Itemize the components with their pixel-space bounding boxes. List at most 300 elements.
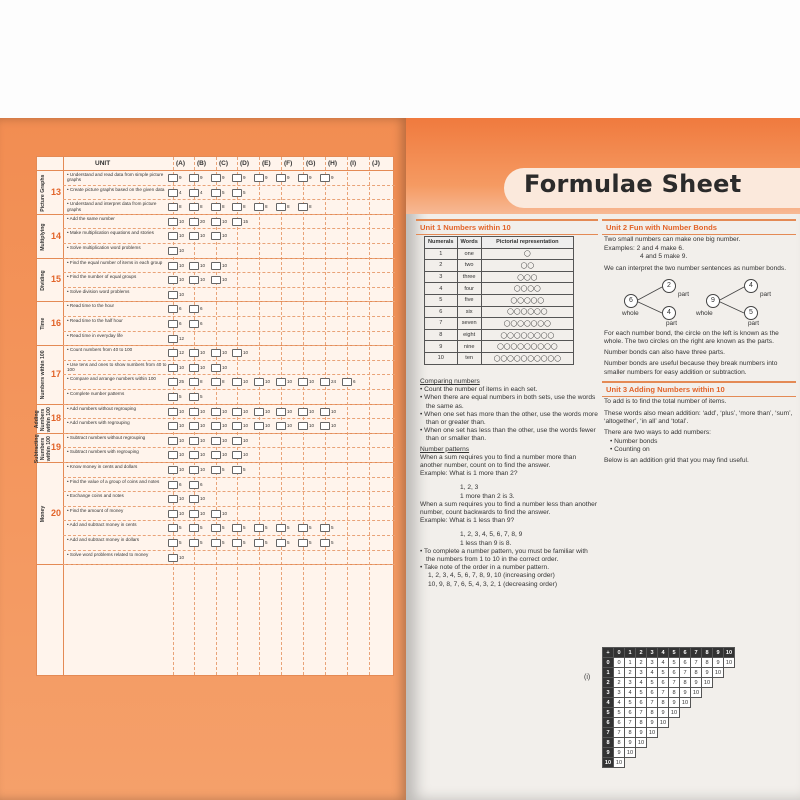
score-box[interactable] — [168, 349, 178, 357]
apple-icon: ◯ — [537, 320, 545, 327]
grid-empty-cell — [713, 758, 724, 768]
apple-icon: ◯ — [520, 355, 528, 362]
score-total: 8 — [309, 204, 312, 210]
score-total: 6 — [200, 321, 203, 326]
score-box[interactable] — [211, 539, 221, 547]
score-box[interactable] — [189, 451, 199, 459]
score-box[interactable] — [189, 320, 199, 328]
grid-sum-cell: 10 — [658, 718, 669, 728]
bullet-text: To complete a number pattern, you must be familiar with the numbers from 1 to 10 in the correct order. — [424, 547, 588, 564]
bullet-text: Count the number of items in each set. — [424, 386, 538, 394]
bullet-item — [420, 386, 598, 394]
score-box[interactable] — [168, 203, 178, 211]
grid-empty-cell — [702, 698, 713, 708]
apple-icon: ◯ — [530, 344, 538, 351]
score-total: 8 — [222, 379, 225, 385]
pictorial-cell — [481, 341, 573, 353]
grid-sum-cell: 10 — [647, 728, 658, 738]
grid-row-header: 0 — [603, 658, 614, 668]
score-box[interactable] — [232, 408, 242, 416]
grid-empty-cell — [702, 758, 713, 768]
grid-sum-cell: 9 — [658, 708, 669, 718]
score-box[interactable] — [276, 524, 286, 532]
bullet-icon: • — [420, 386, 425, 394]
score-total: 10 — [179, 248, 185, 253]
score-box[interactable] — [168, 481, 178, 489]
score-box[interactable] — [168, 174, 178, 182]
grid-empty-cell — [680, 718, 691, 728]
score-box[interactable] — [232, 378, 242, 386]
score-box[interactable] — [320, 524, 330, 532]
score-total: 12 — [179, 350, 185, 356]
score-total: 5 — [331, 540, 334, 545]
score-total: 8 — [222, 204, 225, 210]
apple-icon: ◯ — [527, 286, 535, 293]
score-total: 5 — [243, 540, 246, 545]
skill-row — [63, 390, 395, 405]
score-total: 10 — [222, 510, 228, 516]
score-box[interactable] — [168, 335, 178, 343]
skill-row — [63, 361, 395, 376]
bullet-text: Take note of the order in a number pattern. — [424, 564, 550, 572]
score-box[interactable] — [168, 247, 178, 255]
score-total: 8 — [243, 204, 246, 210]
unit-title: Subtracting Numbers within 100 — [34, 433, 52, 463]
grid-empty-cell — [713, 688, 724, 698]
score-box[interactable] — [168, 524, 178, 532]
score-box[interactable] — [232, 437, 242, 445]
skill-row — [63, 186, 395, 201]
score-box[interactable] — [189, 262, 199, 270]
numeral-cell: 10 — [425, 352, 458, 364]
grid-empty-cell — [713, 718, 724, 728]
apple-icon: ◯ — [517, 297, 524, 304]
score-box[interactable] — [254, 408, 264, 416]
example2-seq: 1, 2, 3, 4, 5, 6, 7, 8, 9 — [460, 531, 523, 539]
apple-icon: ◯ — [500, 332, 508, 339]
grid-sum-cell: 10 — [636, 738, 647, 748]
score-box[interactable] — [189, 495, 199, 503]
score-total: 10 — [179, 364, 185, 370]
score-box[interactable] — [168, 408, 178, 416]
score-box[interactable] — [320, 539, 330, 547]
grid-sum-cell: 3 — [636, 668, 647, 678]
progress-table — [36, 156, 394, 676]
score-box[interactable] — [211, 510, 221, 518]
word-cell: three — [457, 271, 481, 283]
table-row — [425, 260, 574, 272]
header-band — [406, 118, 800, 214]
skill-description: • Find the value of a group of coins and notes — [67, 479, 169, 484]
grid-empty-cell — [636, 758, 647, 768]
apple-icon: ◯ — [527, 309, 535, 316]
score-total: 5 — [265, 540, 268, 545]
score-box[interactable] — [232, 189, 242, 197]
grid-sum-cell: 3 — [625, 678, 636, 688]
apple-icon: ◯ — [510, 297, 518, 304]
score-total: 10 — [222, 233, 228, 239]
score-box[interactable] — [276, 378, 286, 386]
grid-empty-cell — [724, 698, 735, 708]
score-total: 10 — [309, 408, 315, 414]
grid-empty-cell — [636, 748, 647, 758]
score-box[interactable] — [254, 539, 264, 547]
skill-row — [63, 273, 395, 288]
bullet-item — [420, 564, 598, 572]
score-box[interactable] — [211, 437, 221, 445]
score-box[interactable] — [189, 378, 199, 386]
score-box[interactable] — [189, 349, 199, 357]
score-box[interactable] — [168, 466, 178, 474]
apple-icon: ◯ — [510, 320, 518, 327]
score-box[interactable] — [232, 174, 242, 182]
apple-icon: ◯ — [544, 320, 551, 327]
unit2-section — [602, 219, 796, 465]
score-total: 10 — [243, 379, 249, 385]
unit3-ways-intro: There are two ways to add numbers: — [604, 429, 712, 437]
score-box[interactable] — [254, 422, 264, 430]
score-box[interactable] — [168, 422, 178, 430]
grid-row — [603, 708, 735, 718]
grid-empty-cell — [680, 738, 691, 748]
numeral-cell: 3 — [425, 271, 458, 283]
score-box[interactable] — [168, 232, 178, 240]
table-row — [425, 352, 574, 364]
pictorial-cell — [481, 260, 573, 272]
score-box[interactable] — [232, 539, 242, 547]
column-header: (J) — [372, 160, 380, 167]
score-box[interactable] — [211, 218, 221, 226]
score-box[interactable] — [189, 174, 199, 182]
grid-sum-cell: 9 — [625, 738, 636, 748]
grid-empty-cell — [702, 748, 713, 758]
score-box[interactable] — [232, 466, 242, 474]
unit-title: Picture Graphs — [40, 174, 46, 212]
score-box[interactable] — [168, 364, 178, 372]
grid-empty-cell — [647, 748, 658, 758]
score-box[interactable] — [189, 408, 199, 416]
score-box[interactable] — [189, 189, 199, 197]
score-box[interactable] — [211, 203, 221, 211]
apple-icon: ◯ — [554, 355, 561, 362]
score-box[interactable] — [211, 451, 221, 459]
grid-sum-cell: 6 — [647, 688, 658, 698]
bond1-part-label2: part — [666, 319, 678, 327]
skill-row — [63, 346, 395, 361]
grid-empty-cell — [713, 728, 724, 738]
skill-row — [63, 332, 395, 347]
grid-sum-cell: 2 — [636, 658, 647, 668]
score-box[interactable] — [232, 524, 242, 532]
score-box[interactable] — [320, 378, 330, 386]
bond2-whole-label: whole — [696, 309, 713, 317]
score-total: 10 — [265, 423, 271, 429]
grid-row — [603, 678, 735, 688]
skill-description: • Create picture graphs based on the given data — [67, 187, 169, 192]
word-cell: four — [457, 283, 481, 295]
grid-empty-cell — [691, 748, 702, 758]
score-box[interactable] — [211, 189, 221, 197]
grid-header-cell: 5 — [669, 648, 680, 658]
score-box[interactable] — [298, 378, 308, 386]
score-box[interactable] — [168, 378, 178, 386]
bullet-item — [420, 548, 598, 564]
grid-empty-cell — [724, 738, 735, 748]
score-box[interactable] — [189, 539, 199, 547]
unit1-heading: Unit 1 Numbers within 10 — [416, 221, 598, 235]
score-box[interactable] — [254, 524, 264, 532]
score-total: 5 — [243, 189, 246, 195]
order-dec: 10, 9, 8, 7, 6, 5, 4, 3, 2, 1 (decreasing order) — [428, 580, 558, 588]
score-total: 5 — [222, 467, 225, 472]
unit3-heading: Unit 3 Adding Numbers within 10 — [602, 381, 796, 397]
score-total: 15 — [243, 218, 249, 224]
bullet-icon: • — [420, 564, 425, 572]
score-box[interactable] — [211, 408, 221, 416]
unit2-interpret: We can interpret the two number sentences as number bonds. — [604, 264, 787, 272]
numeral-cell: 4 — [425, 283, 458, 295]
bullet-icon: • — [420, 410, 425, 418]
score-box[interactable] — [254, 174, 264, 182]
score-total: 10 — [265, 379, 271, 385]
score-box[interactable] — [168, 305, 178, 313]
apple-icon: ◯ — [534, 309, 541, 316]
score-box[interactable] — [168, 510, 178, 518]
score-box[interactable] — [189, 203, 199, 211]
score-total: 10 — [222, 423, 228, 429]
score-box[interactable] — [168, 554, 178, 562]
score-box[interactable] — [211, 524, 221, 532]
column-header: (E) — [262, 160, 271, 167]
score-box[interactable] — [320, 422, 330, 430]
grid-empty-cell — [669, 718, 680, 728]
apple-icon: ◯ — [530, 320, 538, 327]
grid-sum-cell: 9 — [647, 718, 658, 728]
bond2-part1: 4 — [744, 279, 758, 293]
grid-empty-cell — [658, 738, 669, 748]
score-total: 10 — [200, 364, 206, 370]
score-total: 5 — [265, 525, 268, 531]
skill-row — [63, 317, 395, 332]
grid-empty-cell — [680, 728, 691, 738]
apple-icon: ◯ — [513, 332, 521, 339]
apple-icon: ◯ — [540, 355, 548, 362]
score-box[interactable] — [254, 378, 264, 386]
addition-grid — [602, 647, 735, 768]
score-total: 10 — [243, 452, 249, 458]
score-total: 10 — [222, 452, 228, 458]
bond1-whole-label: whole — [622, 309, 639, 317]
column-header: (B) — [197, 160, 207, 167]
unit-number: 19 — [50, 442, 61, 453]
skill-row — [63, 259, 395, 274]
grid-row — [603, 738, 735, 748]
score-box[interactable] — [168, 291, 178, 299]
skill-row — [63, 448, 395, 463]
score-box[interactable] — [168, 495, 178, 503]
pictorial-cell — [481, 318, 573, 330]
table-row — [425, 341, 574, 353]
skill-description: • Count numbers from 40 to 100 — [67, 347, 169, 352]
score-box[interactable] — [189, 524, 199, 532]
score-box[interactable] — [232, 451, 242, 459]
score-box[interactable] — [276, 539, 286, 547]
unit2-useful: Number bonds are useful because they break numbers into smaller numbers for easy addition or subtraction. — [604, 360, 778, 376]
grid-row-header: 5 — [603, 708, 614, 718]
score-box[interactable] — [168, 437, 178, 445]
score-box[interactable] — [320, 408, 330, 416]
score-box[interactable] — [211, 466, 221, 474]
right-page — [406, 118, 800, 800]
grid-header-cell: 8 — [702, 648, 713, 658]
score-box[interactable] — [276, 174, 286, 182]
number-bonds-diagram — [602, 273, 796, 327]
column-header: (D) — [240, 160, 250, 167]
score-box[interactable] — [168, 189, 178, 197]
way1-text: Number bonds — [614, 437, 658, 445]
apple-icon: ◯ — [500, 355, 508, 362]
score-box[interactable] — [211, 349, 221, 357]
score-total: 5 — [243, 467, 246, 472]
grid-sum-cell: 7 — [669, 678, 680, 688]
score-box[interactable] — [189, 510, 199, 518]
skill-description: • Add the same number — [67, 216, 169, 221]
grid-empty-cell — [691, 698, 702, 708]
score-total: 5 — [179, 525, 182, 531]
pattern-points — [420, 548, 598, 573]
score-box[interactable] — [232, 218, 242, 226]
score-box[interactable] — [189, 422, 199, 430]
score-box[interactable] — [298, 408, 308, 416]
score-box[interactable] — [189, 437, 199, 445]
score-total: 10 — [179, 423, 185, 429]
score-box[interactable] — [168, 276, 178, 284]
grid-sum-cell: 6 — [680, 658, 691, 668]
score-total: 5 — [309, 525, 312, 531]
score-box[interactable] — [320, 174, 330, 182]
score-box[interactable] — [298, 524, 308, 532]
score-box[interactable] — [232, 422, 242, 430]
apple-icon: ◯ — [520, 332, 528, 339]
score-box[interactable] — [189, 481, 199, 489]
bullet-icon: • — [420, 427, 425, 435]
skill-row — [63, 507, 395, 522]
score-total: 4 — [179, 189, 182, 195]
score-box[interactable] — [232, 349, 242, 357]
score-box[interactable] — [168, 393, 178, 401]
grid-header-cell: 10 — [724, 648, 735, 658]
score-box[interactable] — [298, 203, 308, 211]
score-box[interactable] — [254, 203, 264, 211]
score-box[interactable] — [168, 218, 178, 226]
grid-sum-cell: 8 — [680, 678, 691, 688]
example2-ans: 1 less than 9 is 8. — [460, 539, 512, 547]
score-box[interactable] — [276, 203, 286, 211]
score-box[interactable] — [276, 408, 286, 416]
unit-number: 13 — [50, 186, 61, 197]
score-box[interactable] — [298, 422, 308, 430]
grid-sum-cell: 6 — [636, 698, 647, 708]
score-total: 6 — [200, 306, 203, 312]
grid-empty-cell — [691, 718, 702, 728]
grid-header-cell: 0 — [614, 648, 625, 658]
score-total: 10 — [243, 408, 249, 414]
grid-header-cell: 3 — [647, 648, 658, 658]
score-box[interactable] — [211, 174, 221, 182]
score-box[interactable] — [211, 364, 221, 372]
skill-row — [63, 302, 395, 317]
score-total: 9 — [265, 175, 268, 180]
table-row — [425, 294, 574, 306]
grid-empty-cell — [691, 708, 702, 718]
bond2-whole: 9 — [706, 294, 720, 308]
score-box[interactable] — [189, 305, 199, 313]
grid-row — [603, 668, 735, 678]
grid-sum-cell: 10 — [702, 678, 713, 688]
score-box[interactable] — [189, 364, 199, 372]
bullet-text: When one set has more than the other, use the words more than or greater than. — [424, 410, 598, 427]
score-total: 10 — [200, 467, 206, 472]
score-box[interactable] — [298, 539, 308, 547]
skill-description: • Use tens and ones to show numbers from 40 to 100 — [67, 362, 169, 373]
score-total: 10 — [179, 496, 185, 502]
grid-sum-cell: 0 — [614, 658, 625, 668]
numeral-cell: 9 — [425, 341, 458, 353]
score-box[interactable] — [189, 218, 199, 226]
score-box[interactable] — [211, 378, 221, 386]
score-box[interactable] — [276, 422, 286, 430]
pictorial-cell — [481, 283, 573, 295]
score-box[interactable] — [211, 262, 221, 270]
unit2-example2: 4 and 5 make 9. — [640, 253, 688, 261]
grid-sum-cell: 9 — [636, 728, 647, 738]
grid-sum-cell: 4 — [658, 658, 669, 668]
score-box[interactable] — [189, 466, 199, 474]
score-box[interactable] — [168, 320, 178, 328]
apple-icon: ◯ — [537, 344, 545, 351]
score-box[interactable] — [211, 422, 221, 430]
grid-sum-cell: 6 — [669, 668, 680, 678]
apple-icon: ◯ — [527, 332, 535, 339]
score-total: 10 — [179, 233, 185, 239]
score-box[interactable] — [232, 203, 242, 211]
score-box[interactable] — [168, 451, 178, 459]
score-box[interactable] — [211, 276, 221, 284]
score-box[interactable] — [298, 174, 308, 182]
grid-empty-cell — [680, 758, 691, 768]
score-box[interactable] — [211, 232, 221, 240]
apple-icon: ◯ — [507, 355, 514, 362]
grid-sum-cell: 8 — [691, 668, 702, 678]
table-row — [425, 318, 574, 330]
example1-seq: 1, 2, 3 — [460, 484, 479, 492]
unit1-section — [416, 219, 598, 235]
table-row — [425, 306, 574, 318]
score-box[interactable] — [189, 393, 199, 401]
column-header: (A) — [176, 160, 186, 167]
grid-sum-cell: 9 — [680, 688, 691, 698]
table-row — [425, 248, 574, 260]
score-box[interactable] — [342, 378, 352, 386]
score-box[interactable] — [168, 539, 178, 547]
table-row — [425, 271, 574, 283]
unit-number: 15 — [50, 274, 61, 285]
unit2-explain: For each number bond, the circle on the left is known as the whole. The two circles on the right are known as the parts. — [604, 329, 779, 346]
score-box[interactable] — [189, 276, 199, 284]
score-box[interactable] — [168, 262, 178, 270]
score-box[interactable] — [189, 232, 199, 240]
unit3-intro: To add is to find the total number of items. — [604, 397, 727, 405]
